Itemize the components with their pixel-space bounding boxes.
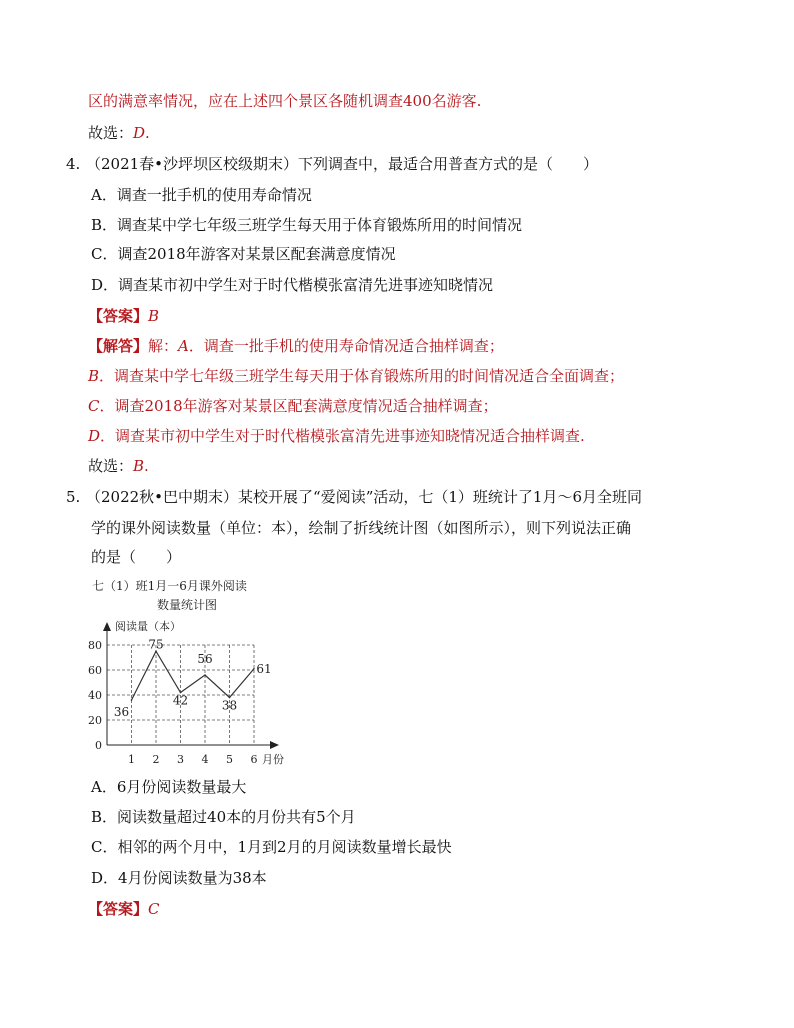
data-label-4: 56 xyxy=(197,652,213,666)
q5-option-a: A．6月份阅读数量最大 xyxy=(91,778,247,796)
y-tick-label-80: 80 xyxy=(88,639,102,652)
q4-solution-tag: 【解答】 xyxy=(88,337,149,355)
q4-stem: （2021春•沙坪坝区校级期末）下列调查中，最适合用普查方式的是（ ） xyxy=(86,155,599,173)
y-tick-label-20: 20 xyxy=(88,714,102,727)
q4-solution-letter-b: B xyxy=(88,367,100,385)
q4-solution-line-4 xyxy=(88,426,585,446)
chart-labels xyxy=(88,619,284,766)
q5-stem-line-3: 的是（ ） xyxy=(91,548,182,566)
data-label-6: 61 xyxy=(256,661,272,676)
q4-choose-dot: . xyxy=(144,457,149,475)
q4-option-d: D．调查某市初中学生对于时代楷模张富清先进事迹知晓情况 xyxy=(91,276,494,294)
q4-answer-line xyxy=(88,306,159,326)
x-axis-label: 月份 xyxy=(262,753,284,766)
q4-answer-tag: 【答案】 xyxy=(88,307,149,325)
q4-choose-answer: B xyxy=(133,457,145,475)
q4-answer-value: B xyxy=(148,307,160,325)
q4-number: 4. xyxy=(66,155,81,173)
q4-option-b: B．调查某中学七年级三班学生每天用于体育锻炼所用的时间情况 xyxy=(91,216,523,234)
data-label-3: 42 xyxy=(172,693,189,708)
q4-solution-letter-d: D xyxy=(88,427,101,445)
prev-choose-dot: . xyxy=(145,124,150,142)
q4-solution-line-3 xyxy=(88,396,498,416)
q5-answer-value: C xyxy=(148,900,160,918)
data-label-2: 75 xyxy=(148,637,164,652)
q4-solution-letter-a: A xyxy=(178,337,189,355)
prev-choose-line xyxy=(88,123,150,143)
y-tick-label-40: 40 xyxy=(88,689,102,702)
q4-solution-text-c: ．调查2018年游客对某景区配套满意度情况适合抽样调查； xyxy=(99,397,498,415)
x-axis-arrow xyxy=(270,741,279,749)
q4-solution-letter-c: C xyxy=(88,397,100,415)
prev-choose-prefix: 故选： xyxy=(88,124,134,142)
x-tick-label-5: 5 xyxy=(226,753,233,766)
chart-title-line-2: 数量统计图 xyxy=(157,598,218,612)
q4-choose-line xyxy=(88,456,149,476)
prev-explanation-line: 区的满意率情况，应在上述四个景区各随机调查400名游客. xyxy=(88,92,482,110)
x-tick-label-2: 2 xyxy=(152,753,160,766)
q5-number: 5. xyxy=(66,488,81,506)
q4-option-c: C．调查2018年游客对某景区配套满意度情况 xyxy=(91,245,396,263)
y-axis-arrow xyxy=(103,622,111,631)
prev-choose-answer: D xyxy=(133,124,146,142)
q4-option-a: A．调查一批手机的使用寿命情况 xyxy=(91,186,312,204)
q4-solution-line-2 xyxy=(88,366,624,386)
data-point-4 xyxy=(204,674,206,676)
q5-answer-tag: 【答案】 xyxy=(88,900,149,918)
q5-stem-line-2: 学的课外阅读数量（单位：本），绘制了折线统计图（如图所示），则下列说法正确 xyxy=(91,519,632,537)
q4-solution-text-d: ．调查某市初中学生对于时代楷模张富清先进事迹知晓情况适合抽样调查. xyxy=(100,427,585,445)
y-tick-label-0: 0 xyxy=(95,739,102,752)
x-tick-label-4: 4 xyxy=(201,753,209,766)
q4-solution-lead: 解： xyxy=(148,337,179,355)
q4-solution-text-b: ．调查某中学七年级三班学生每天用于体育锻炼所用的时间情况适合全面调查； xyxy=(99,367,625,385)
data-label-5: 38 xyxy=(221,698,238,713)
line-chart xyxy=(80,615,310,775)
q5-stem-line-1: （2022秋•巴中期末）某校开展了“爱阅读”活动，七（1）班统计了1月～6月全班同 xyxy=(86,488,642,506)
data-point-1 xyxy=(131,699,133,701)
q5-option-c: C．相邻的两个月中，1月到2月的月阅读数量增长最快 xyxy=(91,838,452,856)
q4-choose-prefix: 故选： xyxy=(88,457,134,475)
x-tick-label-6: 6 xyxy=(250,753,258,766)
data-line xyxy=(132,651,255,700)
x-tick-label-3: 3 xyxy=(177,753,184,766)
q5-option-d: D．4月份阅读数量为38本 xyxy=(91,869,267,887)
q4-solution-text-a: ．调查一批手机的使用寿命情况适合抽样调查； xyxy=(188,337,504,355)
q5-answer-line xyxy=(88,899,160,919)
q4-solution-line-1 xyxy=(88,336,504,356)
chart-title-line-1: 七（1）班1月一6月课外阅读 xyxy=(92,579,247,593)
y-axis-label: 阅读量（本） xyxy=(115,620,181,633)
y-tick-label-60: 60 xyxy=(88,664,102,677)
data-point-6 xyxy=(253,668,255,670)
x-tick-label-1: 1 xyxy=(128,753,135,766)
chart-line-layer xyxy=(131,650,255,700)
q5-option-b: B．阅读数量超过40本的月份共有5个月 xyxy=(91,808,356,826)
data-label-1: 36 xyxy=(113,705,130,719)
